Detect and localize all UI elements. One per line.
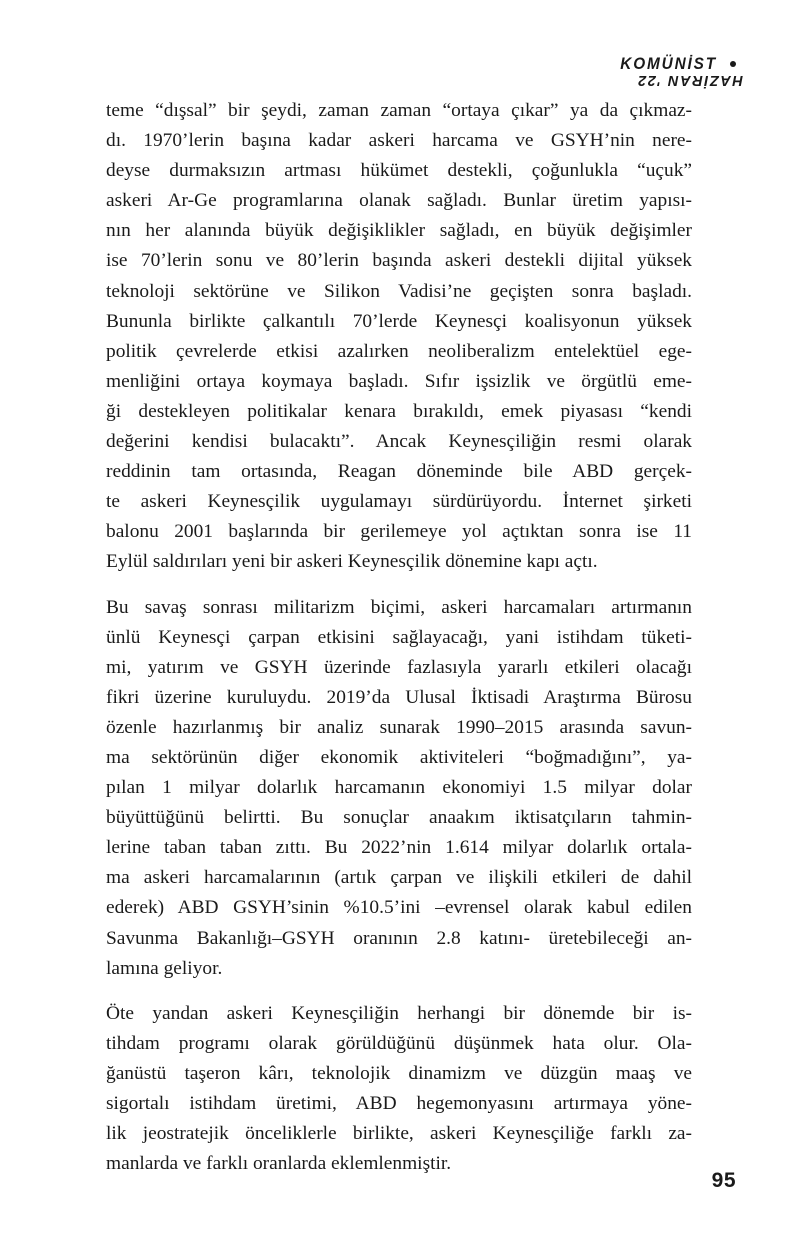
text-line: ederek) ABD GSYH’sinin %10.5’ini –evrensel olarak kabul edilen [106,897,692,919]
text-line: teme “dışsal” bir şeydi, zaman zaman “ortaya çıkar” ya da çıkmaz- [106,100,692,121]
text-line: menliğini ortaya koymaya başladı. Sıfır işsizlik ve örgütlü eme- [106,370,692,392]
text-line: te askeri Keynesçilik uygulamayı sürdürüyordu. İnternet şirketi [106,491,692,513]
text-line: lik jeostratejik önceliklerle birlikte, askeri Keynesçiliğe farklı za- [106,1123,692,1145]
text-line: Öte yandan askeri Keynesçiliğin herhangi bir dönemde bir is- [106,1002,692,1024]
running-head-title: KOMÜNİST [620,55,717,73]
running-head-issue: HAZİRAN '22 [636,72,743,88]
body-text [106,96,692,1179]
text-line: mi, yatırım ve GSYH üzerinde fazlasıyla yararlı etkileri olacağı [106,656,692,678]
text-line: fikri üzerine kuruluydu. 2019’da Ulusal İktisadi Araştırma Bürosu [106,686,692,708]
paragraph-3 [106,999,692,1180]
text-line: ise 70’lerin sonu ve 80’lerin başında askeri destekli dijital yüksek [106,250,692,272]
text-line: Savunma Bakanlığı–GSYH oranının 2.8 katını- üretebileceği an- [106,927,692,949]
text-line: pılan 1 milyar dolarlık harcamanın ekonomiyi 1.5 milyar dolar [106,777,692,799]
text-line: büyüttüğünü belirtti. Bu sonuçlar anaakım iktisatçıların tahmin- [106,807,692,829]
bullet-dot-icon [730,61,736,67]
text-line: deyse durmaksızın artması hükümet destekli, çoğunlukla “uçuk” [106,160,692,182]
text-line: sigortalı istihdam üretimi, ABD hegemonyasını artırmaya yöne- [106,1093,692,1114]
text-line: lerine taban taban zıttı. Bu 2022’nin 1.614 milyar dolarlık ortala- [106,837,692,859]
text-line: değerini kendisi bulacaktı”. Ancak Keynesçiliğin resmi olarak [106,431,692,453]
text-line: manlarda ve farklı oranlarda eklemlenmiştir. [106,1153,452,1175]
text-line: reddinin tam ortasında, Reagan döneminde bile ABD gerçek- [106,461,692,483]
paragraph-2 [106,593,692,984]
text-line: ğanüstü taşeron kârı, teknolojik dinamizm ve düzgün maaş ve [106,1062,692,1084]
text-line: Bu savaş sonrası militarizm biçimi, askeri harcamaları artırmanın [106,596,692,618]
text-line: lamına geliyor. [106,957,223,979]
text-line: özenle hazırlanmış bir analiz sunarak 1990–2015 arasında savun- [106,716,692,738]
page-number: 95 [711,1169,736,1192]
text-line: ma sektörünün diğer ekonomik aktiviteleri “boğmadığını”, ya- [106,746,692,768]
text-line: Eylül saldırıları yeni bir askeri Keynesçilik dönemine kapı açtı. [106,551,598,573]
text-line: balonu 2001 başlarında bir gerilemeye yol açtıktan sonra ise 11 [106,521,692,543]
text-line: teknoloji sektörüne ve Silikon Vadisi’ne geçişten sonra başladı. [106,280,692,302]
paragraph-1 [106,96,692,578]
text-line: ği destekleyen politikalar kenara bırakıldı, emek piyasası “kendi [106,400,692,422]
text-line: askeri Ar-Ge programlarına olanak sağladı. Bunlar üretim yapısı- [106,190,692,212]
text-line: nın her alanında büyük değişiklikler sağladı, en büyük değişimler [106,220,692,242]
text-line: Bununla birlikte çalkantılı 70’lerde Keynesçi koalisyonun yüksek [106,310,692,332]
text-line: dı. 1970’lerin başına kadar askeri harcama ve GSYH’nin nere- [106,130,692,152]
text-line: ünlü Keynesçi çarpan etkisini sağlayacağı, yani istihdam tüketi- [106,626,692,648]
text-line: politik çevrelerde etkisi azalırken neoliberalizm entelektüel ege- [106,340,692,362]
text-line: tihdam programı olarak görüldüğünü düşünmek hata olur. Ola- [106,1032,692,1054]
text-line: ma askeri harcamalarının (artık çarpan ve ilişkili etkileri de dahil [106,867,692,889]
